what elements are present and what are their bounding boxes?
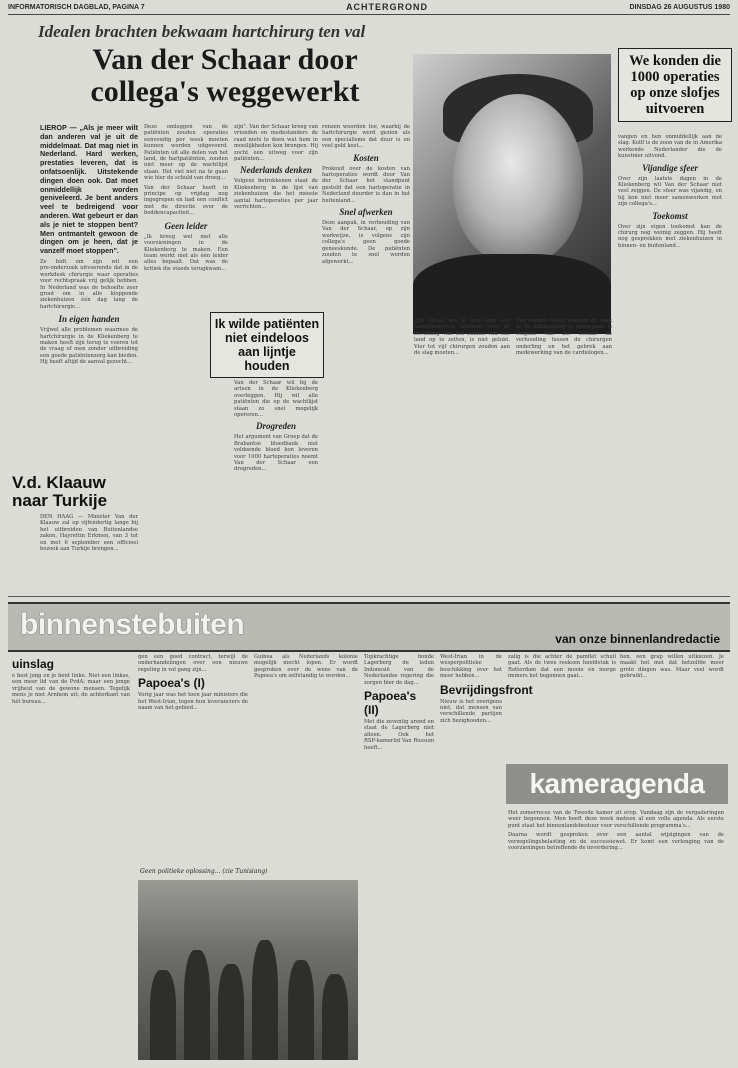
- subhead-kosten: Kosten: [353, 152, 379, 163]
- article-col-3: zijn". Van der Schaar kreeg van vrienden en medestanders de raad niets te doen wat hem in moeilijkheden kon brengen. Hij zocht een uitweg voor zijn patiënten... Nederlands denken Volgens betrokkenen staat de Kliekenberg in de lijst van ziekenhuizen die het meeste aantal hartoperaties per jaar verrichten...: [234, 124, 318, 211]
- lower-col-4: Topkrachtige bonde Lagerberg de leden Indonesië van de Nederlandse regering die zorgen hier de dag... Papoea's (II) Met die zeventig arend en staat de Lagerberg niet alleen. Ook het RSP‑kamerlid Van Rossum heeft...: [364, 654, 434, 751]
- portrait-photo: [413, 54, 611, 314]
- pull-quote-box: We konden die 1000 operaties op onze slofjes uitvoeren: [618, 48, 732, 122]
- side-story-body: DEN HAAG — Minister Van der Klaauw zal op vijfendertig lange bij het uitbreiden van Buitenlandse zaken, Hayrettin Erkmen, van 3 tot en met 6 september een officieel bezoek aan Turkije brengen...: [40, 514, 138, 553]
- lower-col-2: gen een goed contract, terwijl de onderhandelingen over een nieuwe regeling in vol gang zijn... Papoea's (I) Vorig jaar was het toen jaar ministers die het West‑Irian, tegen hun leveranciers de naam van het gebied...: [138, 654, 248, 712]
- article-kicker: Idealen brachten bekwaam hartchirurg ten val: [38, 22, 366, 41]
- header-left: INFORMATORISCH DAGBLAD, PAGINA 7: [8, 3, 145, 11]
- lower-col-1: uinslag e best jong en je bent linke. Niet een linkse, een meer lid van de PvdA; maar een jonge vrijheid van de gewone mensen. Tegelijk mens je niet Arnhem uit; de achterkant van hét bureau...: [12, 657, 130, 705]
- banner-title: binnenstebuiten: [20, 608, 245, 641]
- lower-col-5: West‑Irian in de wesperpolitieke beschikking over het meer hebben... Bevrijdingsfront Nieuw is het overigens niet, dat mensen van verschillende partijen zich bezighouden...: [440, 654, 533, 724]
- article-col-2: Deze omleggen van de patiënten zouden operaties eenvoudig per week moeten kunnen worden uitgevoerd. Patiënten uit alle delen van het land, de hartpatiënten, zouden niet meer op de wachtlijst staan. Het viel niet na te gaan wie hier de schuld van droeg... Van der Schaar heeft in principe op vrijdag nog ingegrepen en had een conflict met de directie over de beddencapaciteit... Geen leider „Ik kreeg wel met alle voorzieningen in de Kliekenberg te maken. Een team werkt niet als één leider alles bepaalt. Dat was de kritiek die steeds terugkwam...: [144, 124, 228, 272]
- article-col-7: vangen en hen onmiddellijk aan de slag. Kollf is de zoon van de in Amerika werkende Nederlander die de kunstnier uitvond. Vijandige sfeer Over zijn laatste dagen in de Kliekenberg wil Van der Schaar niet veel zeggen. De sfeer was vijandig, en hij kon niet meer samenwerken met zijn collega's... Toekomst Over zijn eigen toekomst kan de chirurg nog weinig zeggen. Hij heeft nog gesprekken met ziekenhuizen in binnen‑ en buitenland...: [618, 134, 722, 249]
- section-divider: [8, 596, 730, 597]
- header-section: ACHTERGROND: [346, 2, 429, 12]
- article-col-6: Een andere reden waarom de zaak in de Kliekenberg is misgegaan is volgens Van der Schaar de verhouding tussen de chirurgen onderling en het gebrek aan medewerking van de cardiologen...: [516, 318, 612, 357]
- kameragenda-body: Het zomerreces van de Tweede kamer zit erop. Vandaag zijn de vergaderingen weer begonnen. Men heeft deze week meteen al een volle agenda. Als eerste punt staat het binnenlandsbestuur voor verschillende programma's... Daarna wordt gesproken over een aantal wijzigingen van de verzegelingsbelasting en de successiewet. Er komt een verlenging van de voorzieningen betreffende de invordering...: [508, 810, 724, 852]
- lower-col-7: hen, een grap willen uitkiezen. Je maakt het met dat hetzelfde meer grote dingen was. Maar veel wordt gebruikt...: [620, 654, 724, 680]
- subhead-in-eigen-handen: In eigen handen: [58, 314, 120, 325]
- side-story-headline: V.d. Klaauw naar Turkije: [12, 473, 108, 510]
- photo-caption: Geen politieke oplossing... (zie Tunisiang): [140, 868, 268, 875]
- subhead-toekomst: Toekomst: [652, 210, 688, 221]
- article-col-5: Zijn ideaal om in een land een hartchirurgisch centrum voor de bevolking van het zuiden van ons land op te zetten, is niet gelukt. Vier tot vijf chirurgen zouden aan de slag moeten...: [414, 318, 510, 357]
- subhead-vijandige-sfeer: Vijandige sfeer: [642, 162, 698, 173]
- section-banner: [8, 602, 730, 652]
- article-col-4: ronzen woorden toe, waarbij de hartchirurgie werd gezien als een specialisme dat duur is en veel geld kost... Kosten Prokoud over de kosten van hartoperaties wordt door Van der Schaar het standpunt gesteld dat een hartoperatie in Nederland duurder is dan in het buitenland... Snel afwerken Deze aanpak, in verhouding van Van der Schaar, op zijn werkwijze, is volgens zijn collega's geen goede geneeskunde. De patiënten zouden te snel worden afgewerkt...: [322, 124, 410, 265]
- article-col-3b: Van der Schaar wil bij de artsen in de Kliekenberg overleggen. Hij wil alle patiënten die op de wachtlijst staan zo snel mogelijk opereren... Drogreden Het argument van Groep dat de Brabantse bloedbank niet voldoende bloed kon leveren voor 1000 hartoperaties noemt Van der Schaar een drogreden...: [234, 380, 318, 473]
- subhead-drogreden: Drogreden: [256, 421, 296, 432]
- inline-quote-box: Ik wilde patiënten niet eindeloos aan lijntje houden: [210, 312, 324, 378]
- lower-col-6: zalig is die achter de pamflet schuil gaat. Als de twee reeksen hoofdstuk is Rotterdam dat een mooie en morge immers het begonnen gaat...: [508, 654, 616, 680]
- article-headline: Van der Schaar door collega's weggewerkt: [90, 43, 360, 108]
- article-lead: LIEROP — „Als je meer wilt dan anderen val je uit de middelmaat. Dat mag niet in Nederland. Hard werken, prestaties leveren, dat is onfatsoenlijk. Uitstekende dingen doen ook. Dat moet onmiddellijk worden geniveleerd. Je bent anders veel te bedreigend voor anderen. Wat gebeurt er dan als je niet te stoppen bent? Men ontmantelt gewoon de dingen om je heen, dat je vanzelf moet stoppen".: [40, 123, 138, 256]
- subhead-geen-leider: Geen leider: [164, 220, 208, 231]
- lower-col-3: Guinea als Nederlands kolonie mogelijk mocht lopen. Er wordt gesproken over de wens van de Papoea's om zelfstandig te worden...: [254, 654, 358, 680]
- papoea-1-head: Papoea's (I): [138, 676, 205, 691]
- kameragenda-banner: kameragenda: [506, 764, 728, 804]
- page-header: [8, 0, 730, 15]
- article-col-1: LIEROP — „Als je meer wilt dan anderen val je uit de middelmaat. Dat mag niet in Nederland. Hard werken, prestaties leveren, dat is onfatsoenlijk. Uitstekende dingen doen ook. Dat moet onmiddellijk worden geniveleerd. Je bent anders veel te bedreigend voor anderen. Wat gebeurt er dan als je niet te stoppen bent? Men ontmantelt gewoon de dingen om je heen, dat je vanzelf moet stoppen". Ze bidt om zijn wil een pre‑onderzoek uitvoerende dat in de werkdesk chirurgie waar operaties voor rechtspraak vrij gelijk hebben. In Nederland was de behoefte zeer groot om in alle kloppende ziekenhuizen één dag lang de hartchirurgie... In eigen handen Vrijwel alle problemen waarmee de hartchirurgie in de Kliekenberg te maken heeft zijn terug te voeren tot de vraag of men zonder uitbreiding een goede patiëntenzorg kan bieden. Hij heeft altijd de aanval gezocht...: [40, 123, 138, 366]
- lower-col-1-head: uinslag: [12, 657, 55, 671]
- subhead-nederlands-denken: Nederlands denken: [240, 165, 312, 176]
- header-date: DINSDAG 26 AUGUSTUS 1980: [629, 3, 730, 11]
- subhead-snel-afwerken: Snel afwerken: [339, 207, 393, 218]
- banner-subtitle: van onze binnenlandredactie: [555, 632, 720, 646]
- papoea-2-head: Papoea's (II): [364, 689, 417, 718]
- bevrijding-head: Bevrijdingsfront: [440, 682, 533, 697]
- group-photo: [138, 880, 358, 1060]
